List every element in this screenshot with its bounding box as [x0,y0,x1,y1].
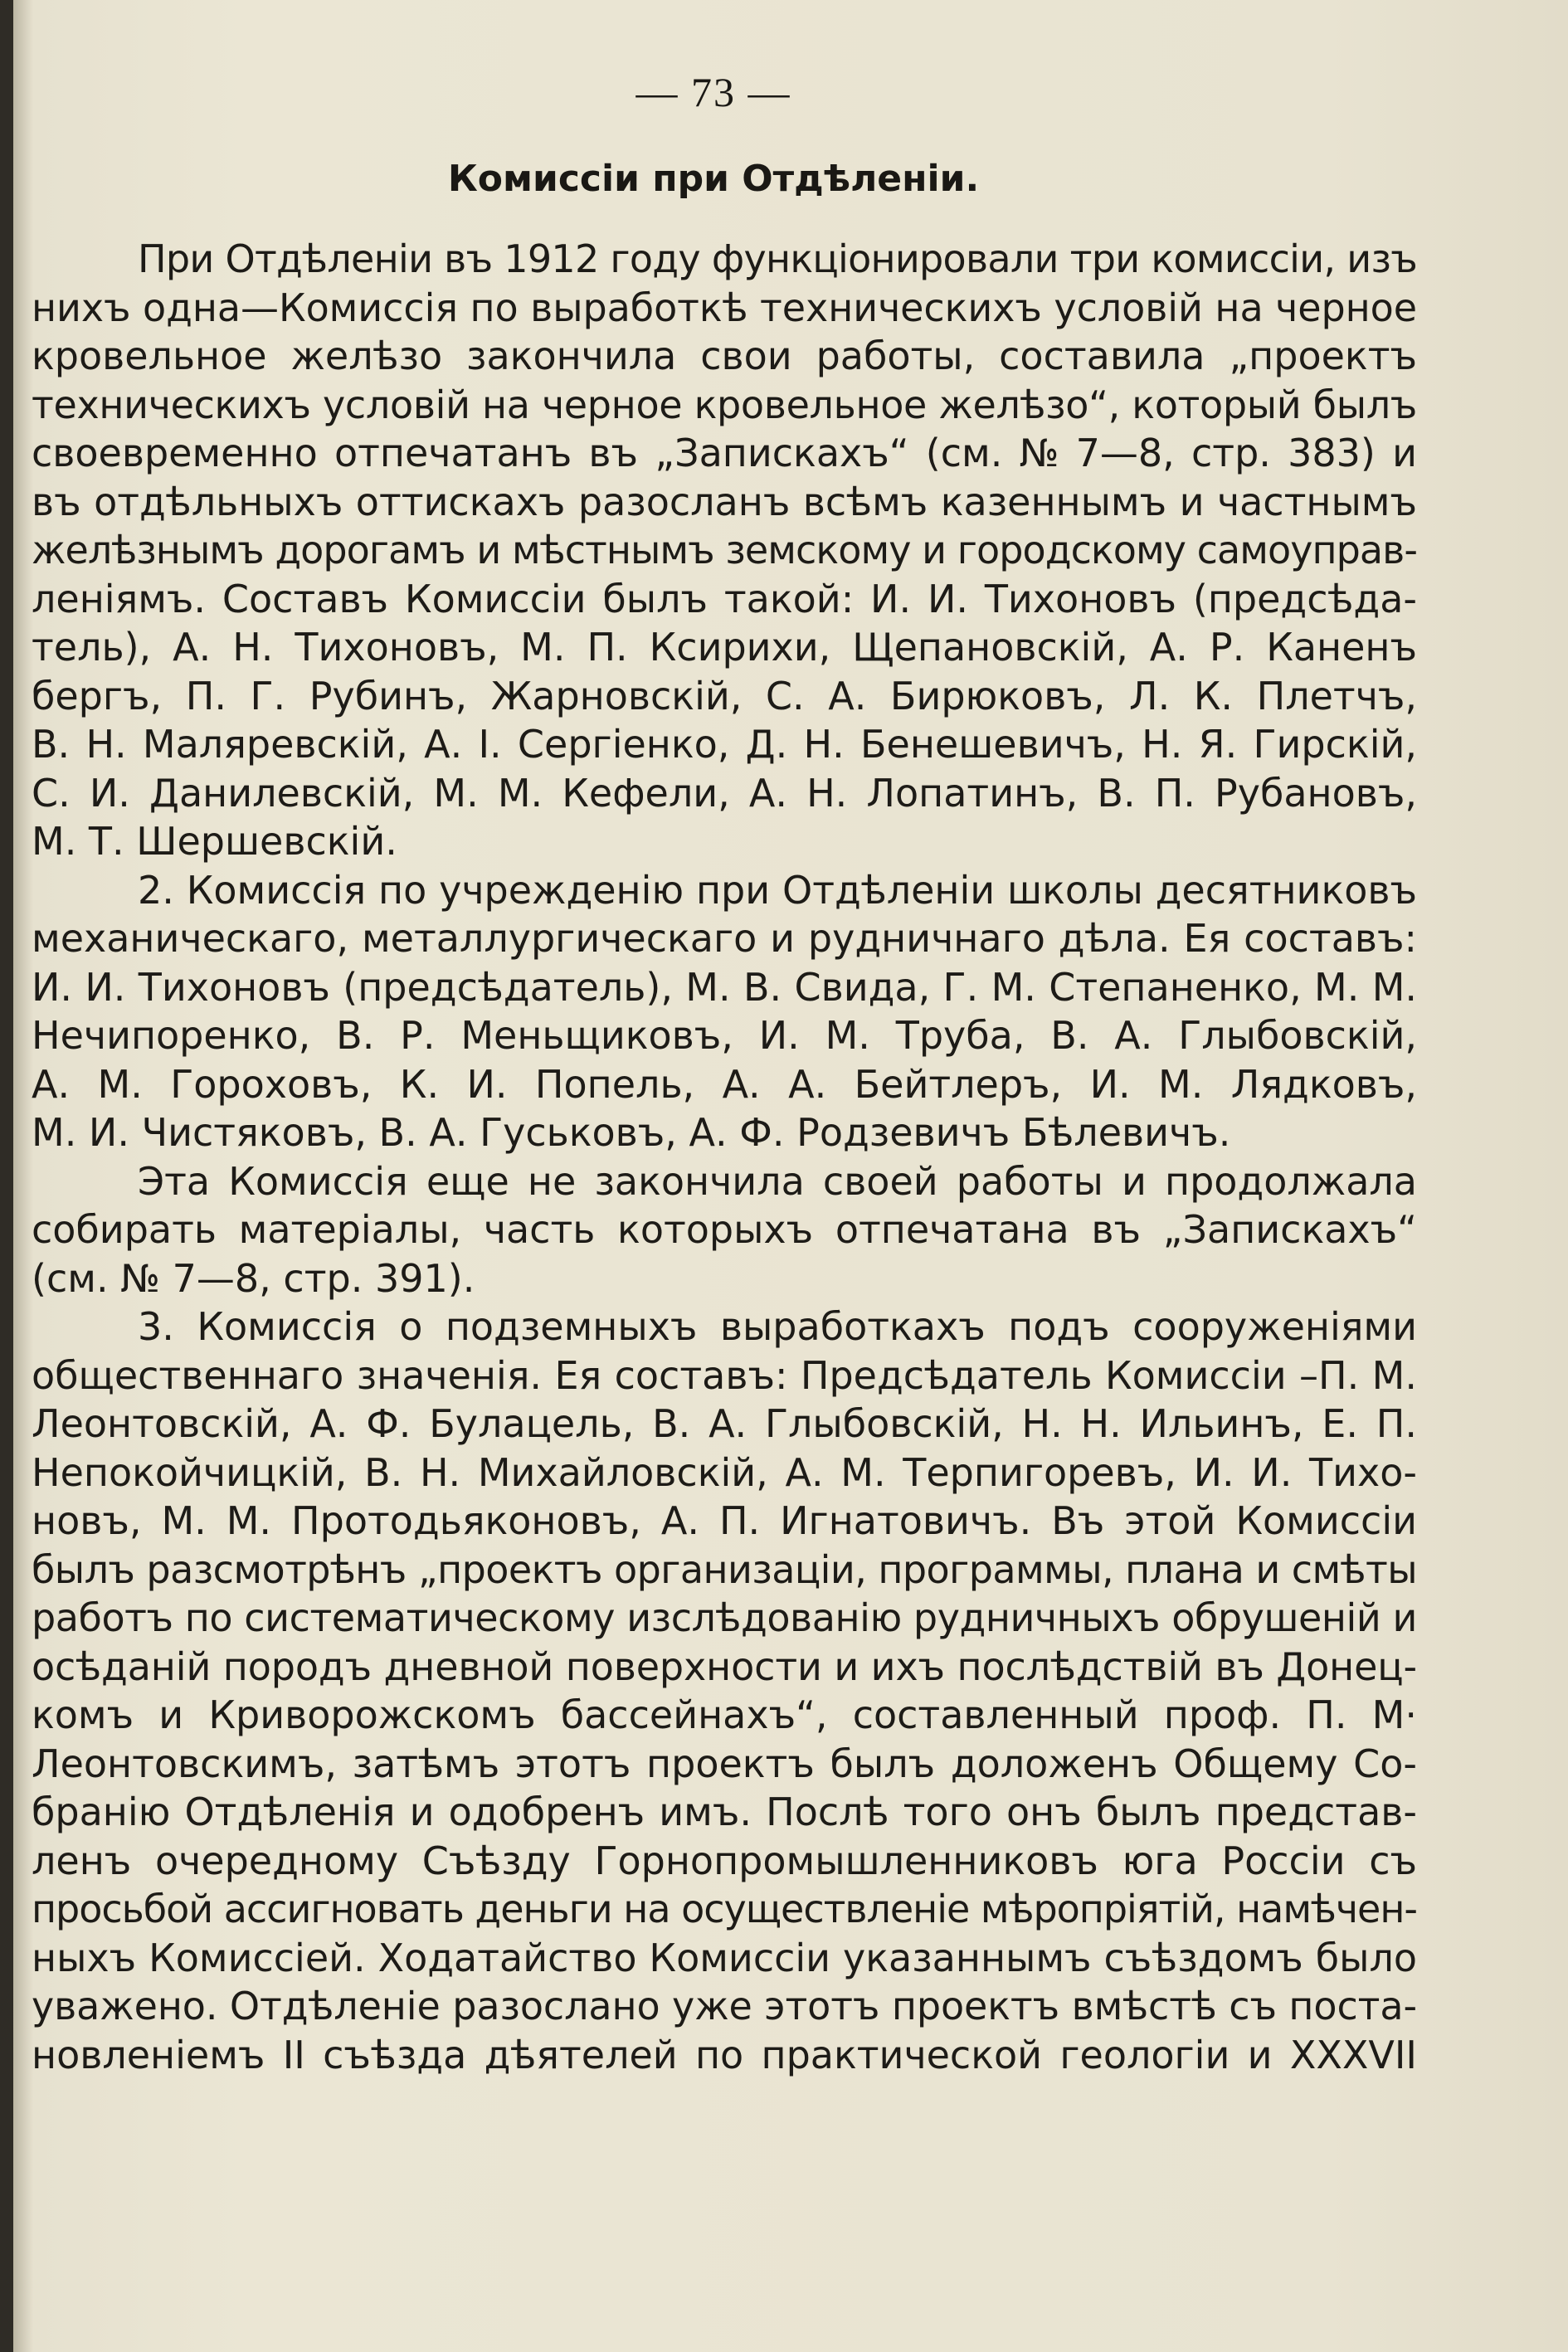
text-line: общественнаго значенія. Ея составъ: Предсѣдатель Комиссіи –П. М. [32,1352,1417,1398]
text-line: бранію Отдѣленія и одобренъ имъ. Послѣ того онъ былъ представ- [32,1790,1417,1834]
text-line: 3. Комиссія о подземныхъ выработкахъ подъ сооруженіями [138,1304,1417,1349]
text-line: былъ разсмотрѣнъ „проектъ организаціи, программы, плана и смѣты [32,1546,1417,1592]
text-line: новленіемъ II съѣзда дѣятелей по практической геологіи и XXXVII [32,2032,1417,2077]
text-line: комъ и Криворожскомъ бассейнахъ“, составленный проф. П. М· [32,1692,1417,1737]
text-line: С. И. Данилевскій, М. М. Кефели, А. Н. Лопатинъ, В. П. Рубановъ, [32,770,1417,816]
text-line: М. Т. Шершевскій. [32,819,397,864]
text-line: (см. № 7—8, стр. 391). [32,1255,475,1301]
section-heading: Комиссіи при Отдѣленіи. [447,158,980,200]
text-line: Леонтовскимъ, затѣмъ этотъ проектъ былъ доложенъ Общему Со- [32,1741,1417,1786]
text-line: уважено. Отдѣленіе разослано уже этотъ проектъ вмѣстѣ съ поста- [32,1984,1417,2028]
text-line: механическаго, металлургическаго и рудничнаго дѣла. Ея составъ: [32,916,1417,961]
body-text [32,235,1417,2079]
text-line: тель), А. Н. Тихоновъ, М. П. Ксирихи, Щепановскій, А. Р. Каненъ [32,625,1417,670]
page-number: — 73 — [635,69,791,115]
text-line: кровельное желѣзо закончила свои работы, составила „проектъ [32,334,1417,378]
text-line: бергъ, П. Г. Рубинъ, Жарновскій, С. А. Бирюковъ, Л. К. Плетчъ, [32,673,1417,718]
text-line: просьбой ассигновать деньги на осуществленіе мѣропріятій, намѣчен- [32,1887,1417,1931]
text-line: собирать матеріалы, часть которыхъ отпечатана въ „Запискахъ“ [32,1207,1417,1252]
text-line: техническихъ условій на черное кровельное желѣзо“, который былъ [32,382,1417,427]
text-line: 2. Комиссія по учрежденію при Отдѣленіи школы десятниковъ [138,867,1417,913]
text-line: ныхъ Комиссіей. Ходатайство Комиссіи указаннымъ съѣздомъ было [32,1935,1417,1980]
text-line: леніямъ. Составъ Комиссіи былъ такой: И. И. Тихоновъ (предсѣда- [32,576,1417,621]
text-line: ленъ очередному Съѣзду Горнопромышленниковъ юга Россіи съ [32,1838,1417,1883]
text-line: В. Н. Маляревскій, А. І. Сергіенко, Д. Н. Бенешевичъ, Н. Я. Гирскій, [32,722,1417,767]
text-line: работъ по систематическому изслѣдованію рудничныхъ обрушеній и [32,1595,1417,1640]
text-line: А. М. Гороховъ, К. И. Попель, А. А. Бейтлеръ, И. М. Лядковъ, [32,1061,1417,1107]
text-line: Непокойчицкій, В. Н. Михайловскій, А. М. Терпигоревъ, И. И. Тихо- [32,1449,1417,1495]
text-line: желѣзнымъ дорогамъ и мѣстнымъ земскому и городскому самоуправ- [32,528,1417,572]
text-line: И. И. Тихоновъ (предсѣдатель), М. В. Свида, Г. М. Степаненко, М. М. [32,964,1417,1010]
book-spine-shadow [0,0,13,2352]
text-line: осѣданій породъ дневной поверхности и ихъ послѣдствій въ Донец- [32,1643,1417,1689]
text-line: новъ, М. М. Протодьяконовъ, А. П. Игнатовичъ. Въ этой Комиссіи [32,1498,1417,1543]
text-line: Леонтовскій, А. Ф. Булацель, В. А. Глыбовскій, Н. Н. Ильинъ, Е. П. [32,1401,1417,1446]
text-line: въ отдѣльныхъ оттискахъ разосланъ всѣмъ казеннымъ и частнымъ [32,479,1417,524]
text-line: нихъ одна—Комиссія по выработкѣ техническихъ условій на черное [32,285,1417,330]
text-line: Эта Комиссія еще не закончила своей работы и продолжала [138,1158,1417,1204]
text-line: Нечипоренко, В. Р. Меньщиковъ, И. М. Труба, В. А. Глыбовскій, [32,1013,1417,1058]
text-line: М. И. Чистяковъ, В. А. Гуськовъ, А. Ф. Родзевичъ Бѣлевичъ. [32,1110,1231,1155]
text-line: своевременно отпечатанъ въ „Запискахъ“ (см. № 7—8, стр. 383) и [32,431,1417,475]
text-line: При Отдѣленіи въ 1912 году функціонировали три комиссіи, изъ [138,236,1417,281]
